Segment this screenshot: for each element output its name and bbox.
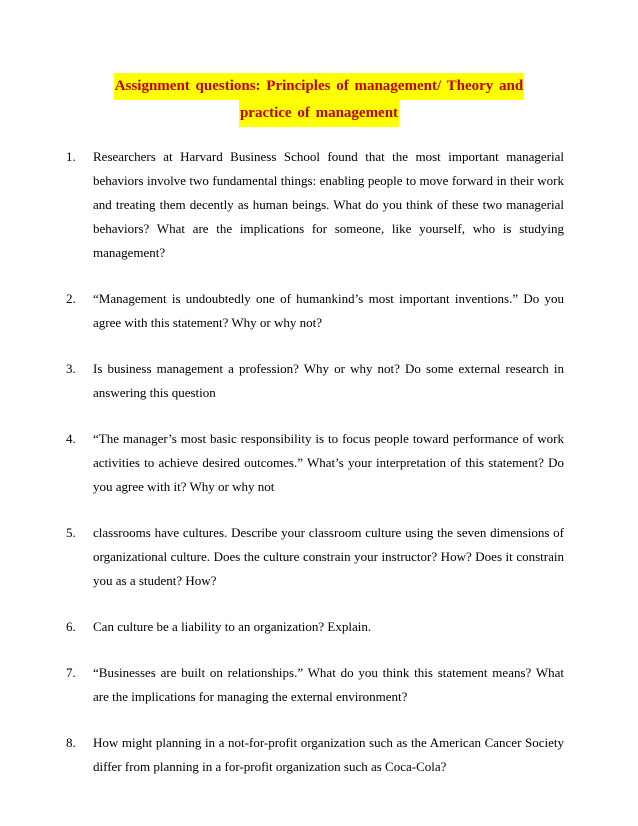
question-item: [56, 661, 564, 709]
title-line-1: Assignment questions: Principles of management/ Theory and: [114, 73, 524, 100]
question-text: Researchers at Harvard Business School found that the most important managerial behaviors involve two fundamental things: enabling people to move forward in their work and treating them decently as human beings. What do you think of these two managerial behaviors? What are the implications for someone, like yourself, who is studying management?: [93, 149, 564, 260]
question-list: [56, 145, 564, 801]
question-number: 1.: [66, 149, 76, 164]
question-text: “Businesses are built on relationships.” What do you think this statement means? What are the implications for managing the external environment?: [93, 665, 564, 704]
question-number: 3.: [66, 361, 76, 376]
question-text: classrooms have cultures. Describe your classroom culture using the seven dimensions of organizational culture. Does the culture constrain your instructor? How? Does it constrain you as a student? How?: [93, 525, 564, 588]
question-text: “Management is undoubtedly one of humankind’s most important inventions.” Do you agree with this statement? Why or why not?: [93, 291, 564, 330]
question-text: Can culture be a liability to an organization? Explain.: [93, 619, 372, 634]
question-text: “The manager’s most basic responsibility is to focus people toward performance of work activities to achieve desired outcomes.” What’s your interpretation of this statement? Do you agree with it? Why or why not: [93, 431, 564, 494]
question-item: [56, 615, 564, 639]
question-text: Is business management a profession? Why or why not? Do some external research in answering this question: [93, 361, 564, 400]
document-title: [0, 73, 638, 127]
question-number: 8.: [66, 735, 76, 750]
question-number: 6.: [66, 619, 76, 634]
question-item: [56, 521, 564, 593]
question-number: 2.: [66, 291, 76, 306]
question-number: 7.: [66, 665, 76, 680]
question-item: [56, 145, 564, 265]
question-number: 4.: [66, 431, 76, 446]
question-item: [56, 427, 564, 499]
question-item: [56, 357, 564, 405]
question-number: 5.: [66, 525, 76, 540]
question-item: [56, 731, 564, 779]
title-line-2: practice of management: [239, 100, 399, 127]
question-item: [56, 287, 564, 335]
question-text: How might planning in a not-for-profit organization such as the American Cancer Society differ from planning in a for-profit organization such as Coca-Cola?: [93, 735, 564, 774]
